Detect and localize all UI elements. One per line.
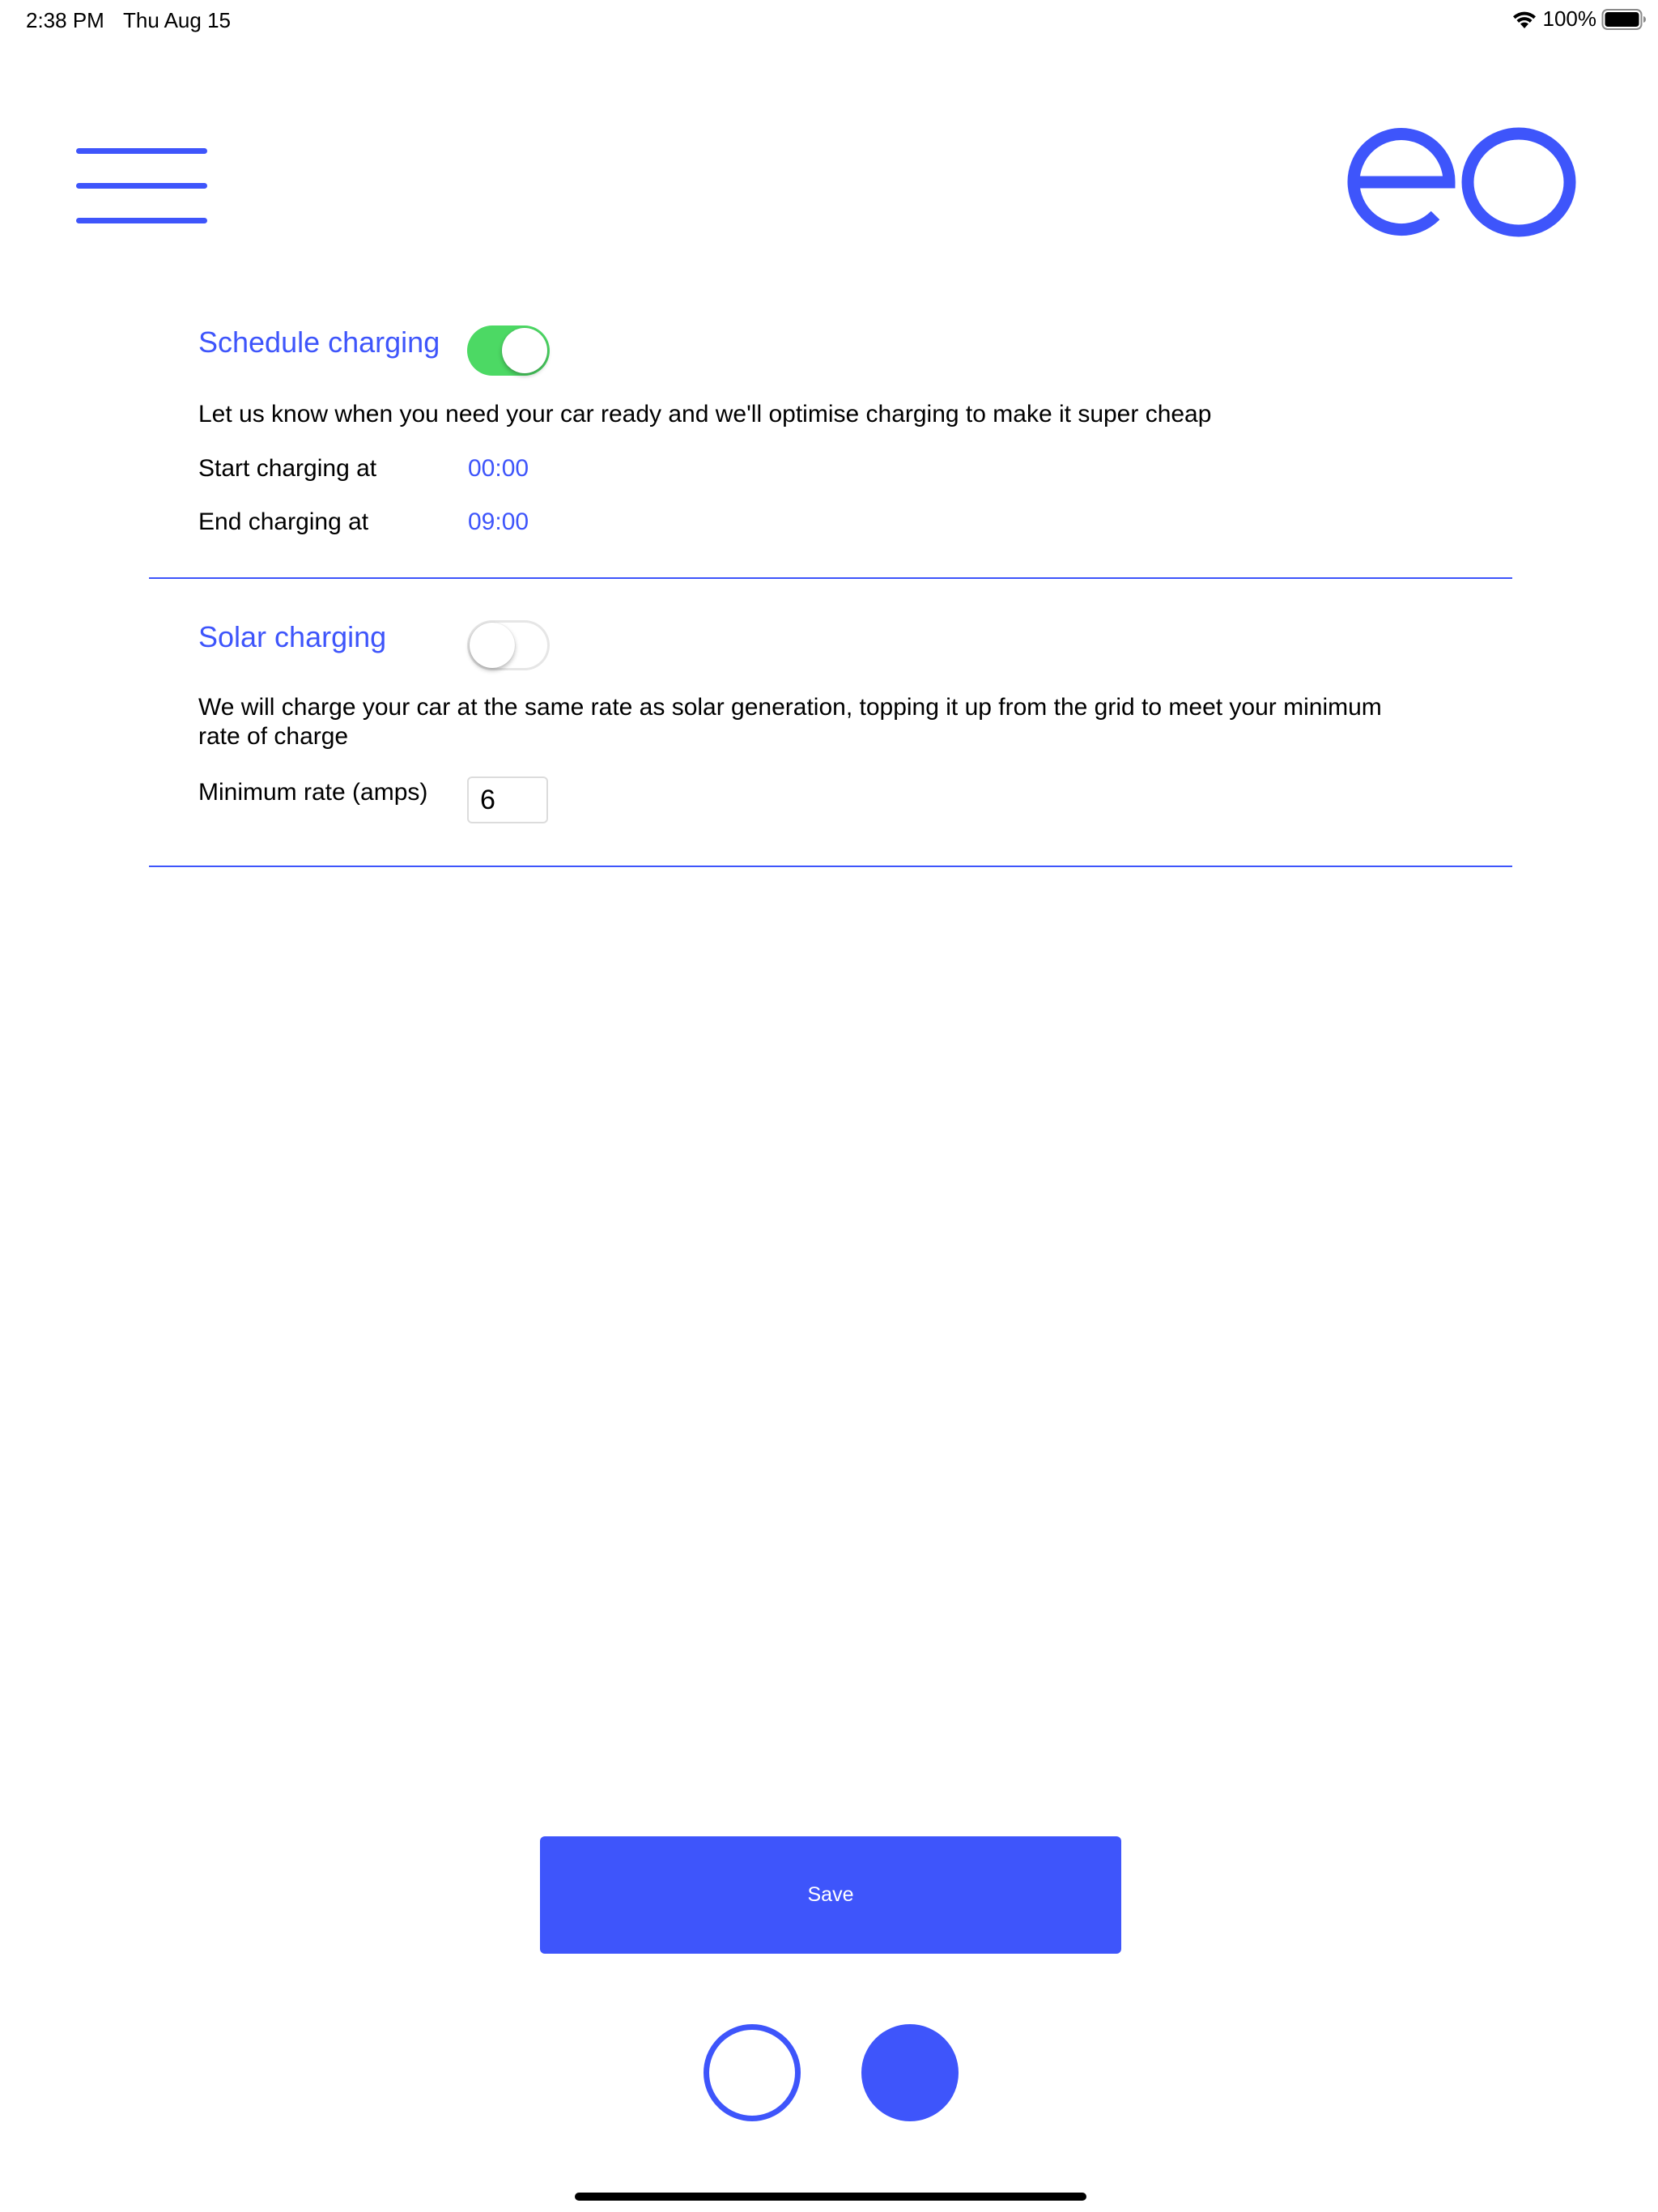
battery-icon (1601, 8, 1647, 31)
menu-bar-middle (76, 183, 207, 189)
solar-description-line-2: rate of charge (198, 723, 349, 750)
section-divider (149, 577, 1512, 579)
schedule-charging-toggle[interactable] (467, 325, 550, 376)
minimum-rate-label: Minimum rate (amps) (198, 779, 428, 806)
start-charging-label: Start charging at (198, 455, 377, 482)
page-dot-2-active[interactable] (861, 2024, 959, 2121)
status-indicators (1511, 6, 1647, 32)
toggle-knob (502, 328, 547, 373)
end-charging-label: End charging at (198, 508, 369, 535)
toggle-knob (470, 623, 515, 668)
minimum-rate-input[interactable] (467, 776, 548, 823)
end-time-picker[interactable]: 09:00 (468, 508, 529, 535)
status-time: 2:38 PM (26, 8, 104, 32)
solar-charging-toggle[interactable] (467, 620, 550, 670)
save-button[interactable]: Save (540, 1836, 1121, 1954)
schedule-description: Let us know when you need your car ready and we'll optimise charging to make it super cheap (198, 401, 1212, 428)
hamburger-menu-icon[interactable] (76, 146, 207, 227)
page-dot-1[interactable] (704, 2024, 801, 2121)
status-bar (0, 0, 1658, 39)
wifi-icon (1511, 9, 1538, 30)
menu-bar-top (76, 148, 207, 154)
schedule-charging-title: Schedule charging (198, 325, 440, 359)
eo-logo (1337, 121, 1580, 243)
schedule-charging-section (198, 308, 1510, 567)
battery-percent: 100% (1542, 6, 1596, 31)
menu-bar-bottom (76, 218, 207, 223)
solar-charging-title: Solar charging (198, 620, 387, 653)
home-indicator[interactable] (575, 2193, 1086, 2201)
section-divider (149, 866, 1512, 867)
status-date: Thu Aug 15 (123, 8, 231, 32)
solar-description-line-1: We will charge your car at the same rate as solar generation, topping it up from the grid to meet your minimum (198, 694, 1382, 721)
start-time-picker[interactable]: 00:00 (468, 455, 529, 482)
solar-charging-section (198, 602, 1510, 845)
